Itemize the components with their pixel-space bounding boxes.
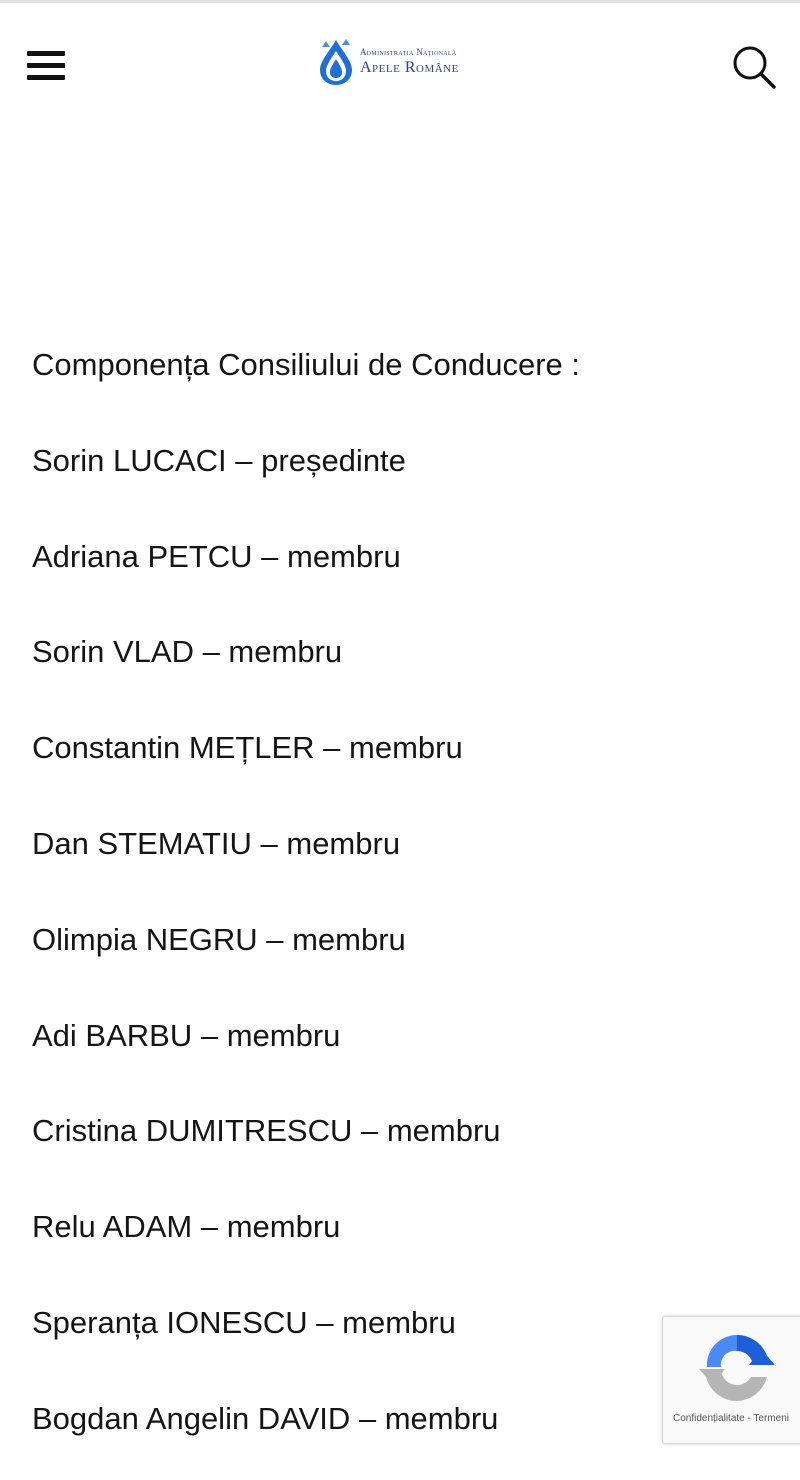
- member-item: Dan STEMATIU – membru: [32, 825, 401, 861]
- member-item: Constantin MEȚLER – membru: [32, 730, 463, 766]
- menu-bar-top: [27, 51, 65, 56]
- menu-bar-bottom: [27, 75, 65, 80]
- menu-bar-middle: [27, 63, 65, 68]
- member-item: Adi BARBU – membru: [32, 1017, 341, 1053]
- member-item: Adriana PETCU – membru: [32, 538, 401, 574]
- menu-button[interactable]: [24, 47, 68, 87]
- member-item: Sorin LUCACI – președinte: [32, 442, 406, 478]
- search-button[interactable]: [728, 41, 780, 93]
- logo-text: [360, 48, 459, 76]
- member-item: Relu ADAM – membru: [32, 1209, 341, 1245]
- recaptcha-links[interactable]: Confidențialitate - Termeni: [673, 1413, 789, 1424]
- member-item: Olimpia NEGRU – membru: [32, 921, 406, 957]
- search-icon: [728, 41, 780, 93]
- water-drop-logo-icon: [316, 37, 356, 87]
- logo-line2: Apele Române: [360, 59, 459, 76]
- member-item: Bogdan Angelin DAVID – membru: [32, 1400, 499, 1436]
- recaptcha-icon: [697, 1329, 777, 1407]
- logo-line1: Administrația Națională: [360, 47, 457, 57]
- main-content: [32, 330, 772, 1480]
- site-header: [0, 3, 800, 123]
- member-item: Cristina DUMITRESCU – membru: [32, 1113, 501, 1149]
- site-logo[interactable]: [316, 35, 496, 89]
- member-item: Speranța IONESCU – membru: [32, 1304, 456, 1340]
- recaptcha-badge[interactable]: [662, 1316, 800, 1444]
- page-heading: Componența Consiliului de Conducere :: [32, 347, 580, 382]
- member-item: Sorin VLAD – membru: [32, 634, 343, 670]
